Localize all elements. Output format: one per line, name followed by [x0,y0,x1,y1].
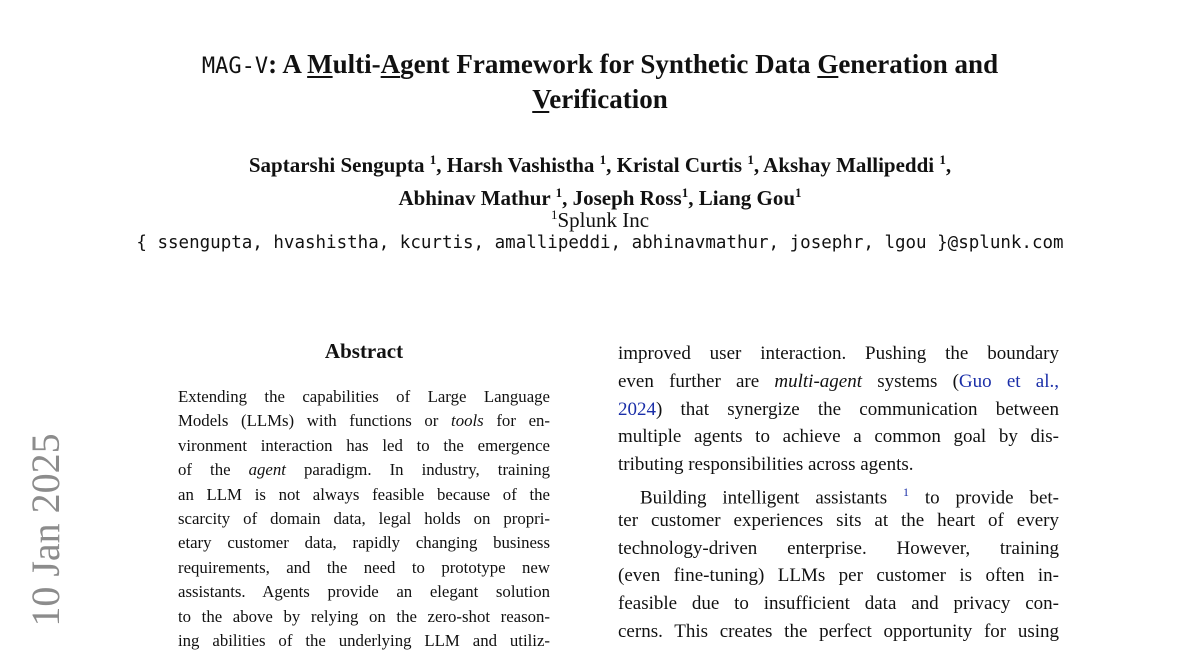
body-line: (even fine-tuning) LLMs per customer is often in- [618,565,1059,587]
authors-line-1: Saptarshi Sengupta $^1$, Harsh Vashistha $^1$, Kristal Curtis $^1$, Akshay Mallipeddi $^1$, [248,152,952,177]
abstract-line: Models (LLMs) with functions or tools for en- [178,411,551,431]
body-line: tributing responsibilities across agents. [618,454,914,476]
paper-title [0,48,1200,116]
abstract-line: vironment interaction has led to the emergence [178,435,550,455]
title-line-1 [0,48,1200,83]
abstract-line: assistants. Agents provide an elegant solution [178,582,550,602]
abstract-line: to the above by relying on the zero-shot reason- [178,606,550,626]
abstract-line: requirements, and the need to prototype new [178,557,550,577]
title-prefix: MAG-V [201,54,269,79]
authors-line-2: Abhinav Mathur $^1$, Joseph Ross$^1$, Liang Gou$^1$ [398,185,802,210]
body-line: multiple agents to achieve a common goal by dis- [618,426,1059,448]
abstract-line: an LLM is not always feasible because of the [178,484,550,504]
abstract-heading: Abstract [324,339,404,363]
body-line: technology-driven enterprise. However, training [618,537,1059,559]
abstract-body [178,385,550,653]
body-line: cerns. This creates the perfect opportunity for using [618,620,1059,642]
title-line-2: Verification [532,84,668,114]
title-line-1-text: : A Multi-Agent Framework for Synthetic Data Generation and [268,49,999,79]
body-line: 2024) that synergize the communication between [618,398,1059,420]
body-line: Building intelligent assistants $^1$ to provide bet- [640,484,1059,509]
body-line: feasible due to insufficient data and privacy con- [618,593,1059,615]
body-line: ter customer experiences sits at the heart of every [618,509,1059,531]
abstract-line: scarcity of domain data, legal holds on propri- [178,508,550,528]
author-emails: { ssengupta, hvashistha, kcurtis, amallipeddi, abhinavmathur, josephr, lgou }@splunk.com [136,233,1064,253]
body-line: even further are multi-agent systems (Guo et al., [618,370,1059,392]
abstract-line: etary customer data, rapidly changing business [178,533,550,553]
abstract-line: ing abilities of the underlying LLM and utiliz- [178,630,550,650]
affiliation: $^1$Splunk Inc [550,207,650,232]
abstract-line: of the agent paradigm. In industry, training [178,460,550,480]
body-line: improved user interaction. Pushing the boundary [618,343,1059,364]
arxiv-date-stamp: 10 Jan 2025 [23,433,68,627]
abstract-line: Extending the capabilities of Large Language [178,387,550,406]
intro-column [618,340,1059,646]
